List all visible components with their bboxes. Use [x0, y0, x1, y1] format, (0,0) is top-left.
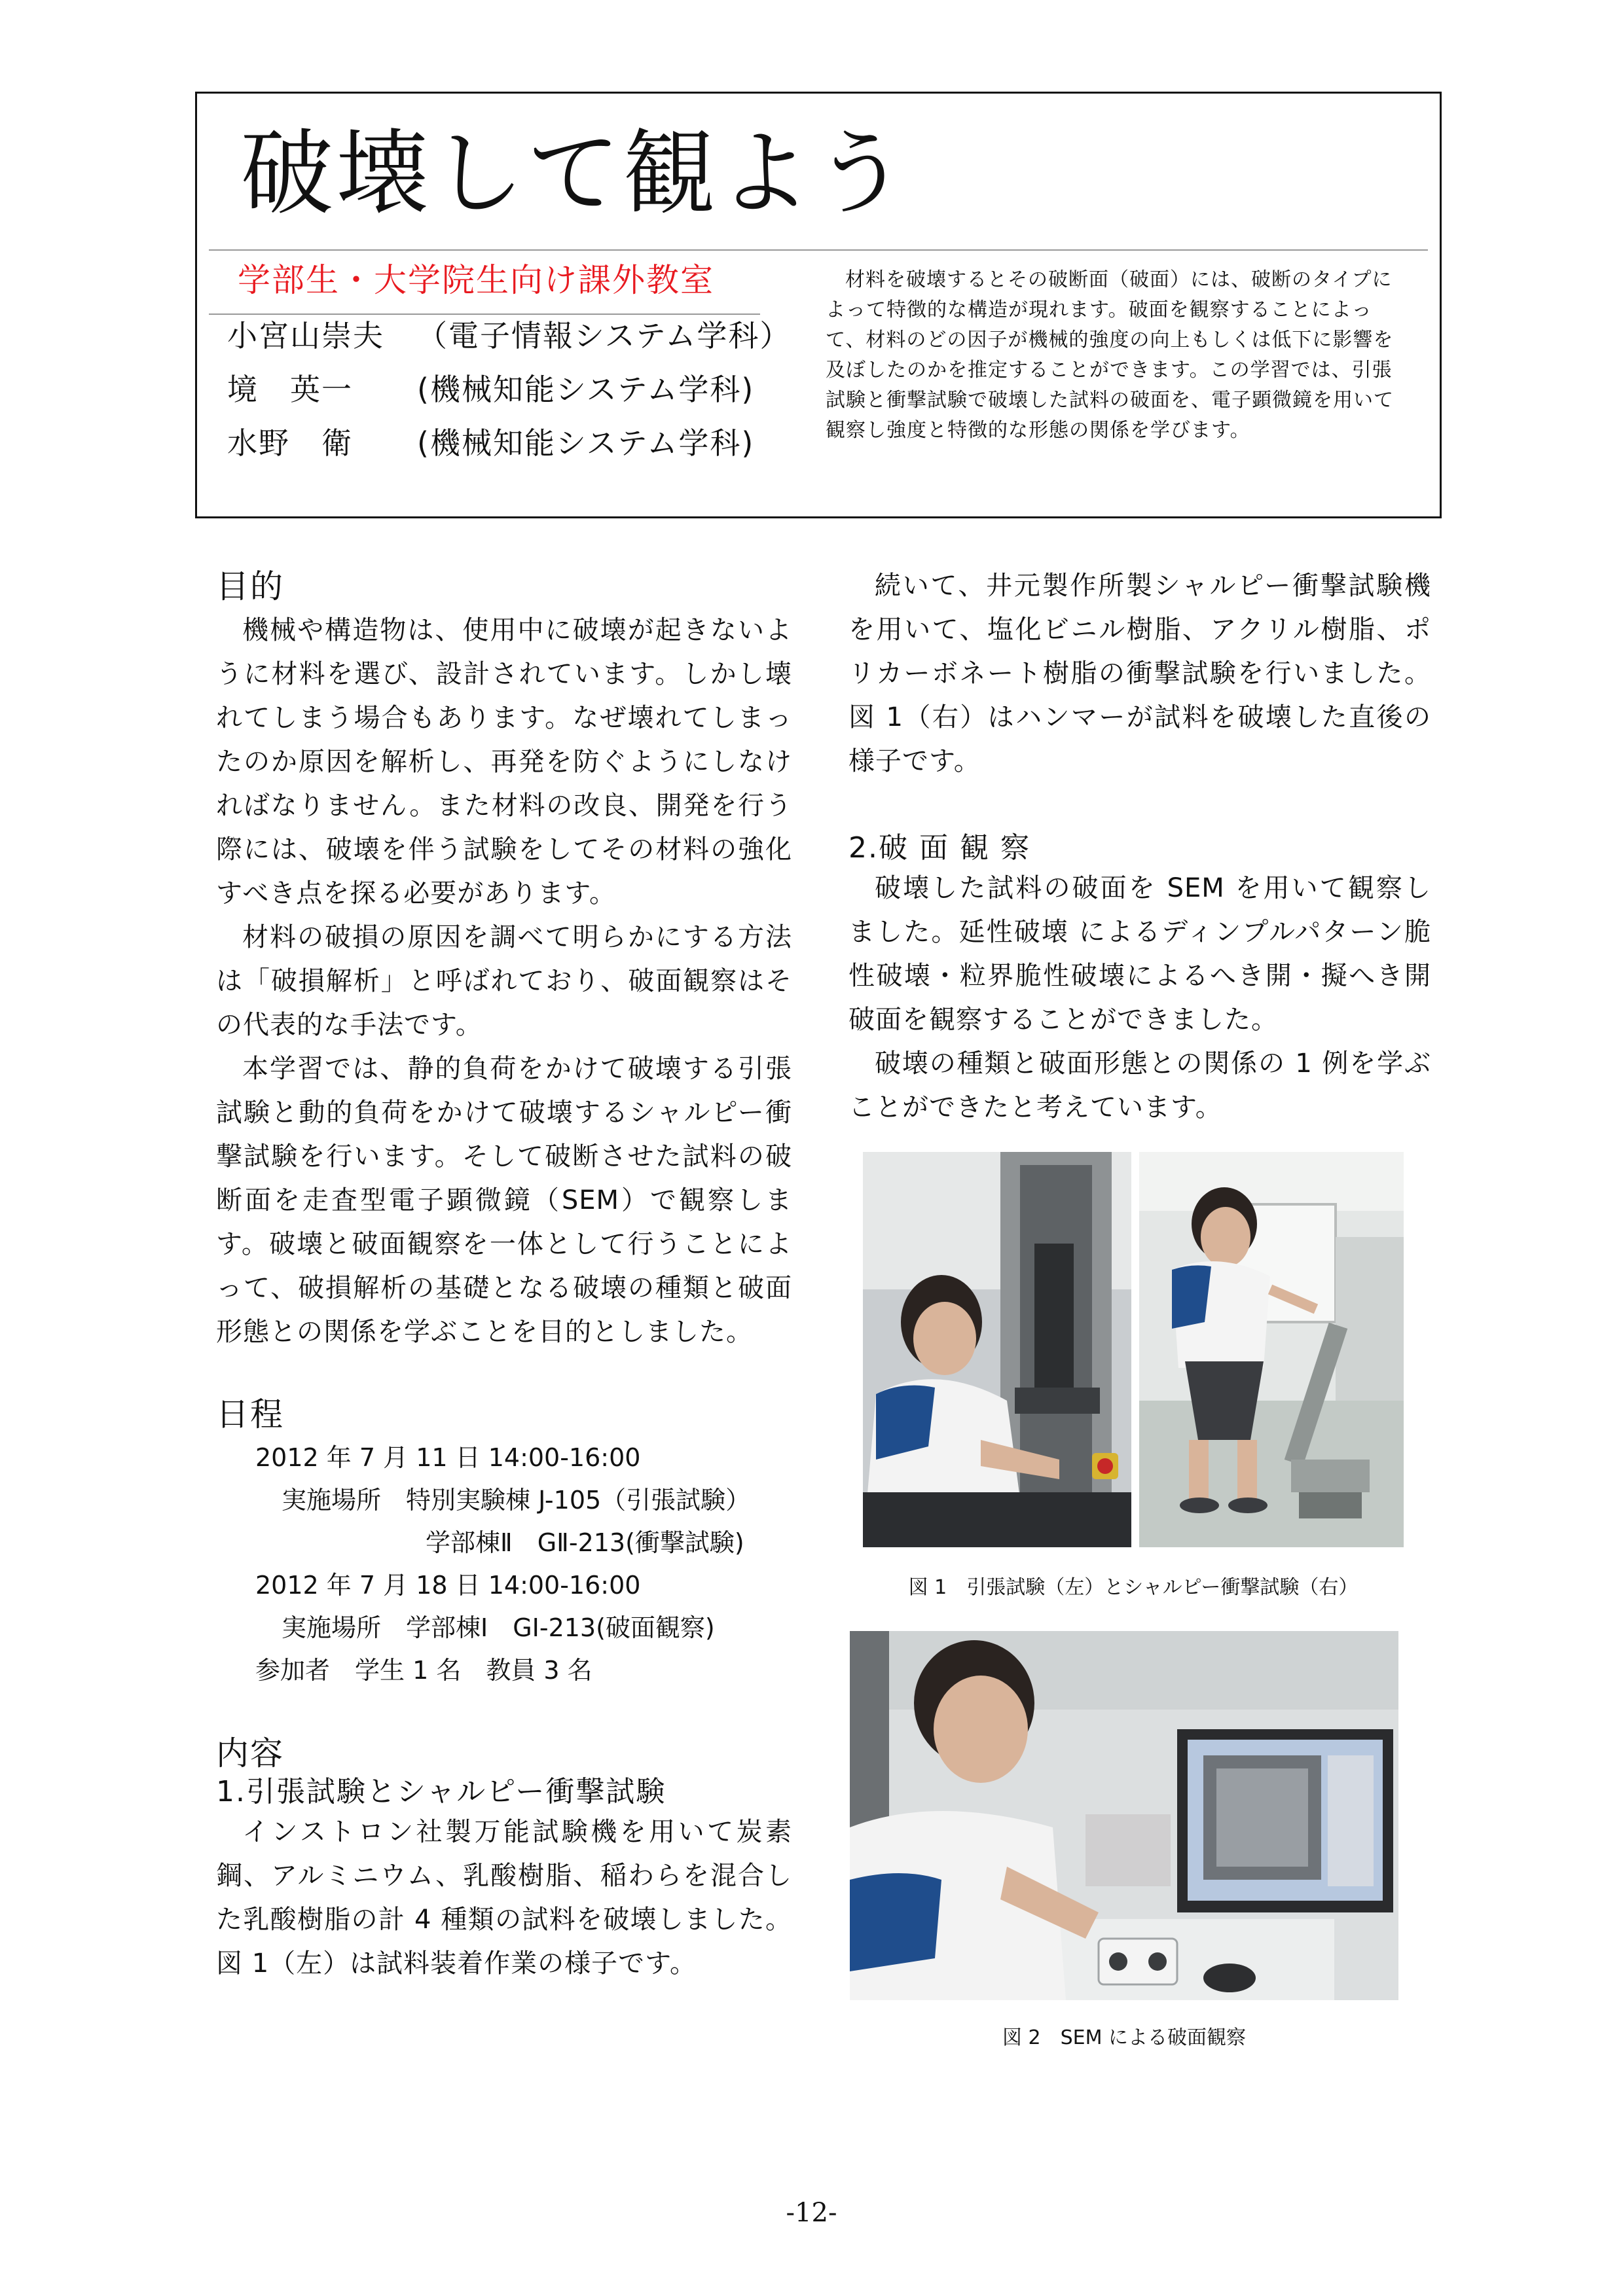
figure-2-photo [850, 1631, 1398, 2000]
content-paragraph-4: 破壊の種類と破面形態との関係の 1 例を学ぶことができたと考えています。 [848, 1049, 1431, 1123]
header-box [195, 92, 1442, 518]
purpose-paragraph-2: 材料の破損の原因を調べて明らかにする方法は「破損解析」と呼ばれており、破面観察はその代表的な手法です。 [216, 922, 792, 1040]
figure-1-left-photo [863, 1152, 1131, 1547]
author-1 [227, 315, 791, 357]
schedule-participants: 参加者 学生 1 名 教員 3 名 [255, 1656, 593, 1685]
author-2 [227, 368, 754, 410]
figure-2-caption: 図 2 SEM による破面観察 [1002, 2026, 1247, 2049]
purpose-paragraph-1: 機械や構造物は、使用中に破壊が起きないように材料を選び、設計されています。しかし壊れてしまう場合もあります。なぜ壊れてしまったのか原因を解析し、再発を防ぐようにしなければなりません。また材料の改良、開発を行う際には、破壊を伴う試験をしてその材料の強化すべき点を探る必要があります。 [216, 615, 792, 908]
page-number: -12- [786, 2198, 837, 2228]
content-subheading-2: 2.破 面 観 察 [848, 831, 1030, 865]
author-3 [227, 422, 754, 464]
schedule-place-2: 実施場所 学部棟Ⅰ GⅠ-213(破面観察) [282, 1613, 715, 1642]
schedule-date-1: 2012 年 7 月 11 日 14:00-16:00 [255, 1443, 641, 1472]
content-paragraph-3: 破壊した試料の破面を SEM を用いて観察しました。延性破壊 によるディンプルパターン脆性破壊・粒界脆性破壊によるへき開・擬へき開破面を観察することができました。 [848, 873, 1431, 1035]
charpy-test-photo [1139, 1152, 1404, 1547]
author-name: 小宮山崇夫 [227, 318, 384, 353]
author-name: 境 英一 [227, 372, 353, 407]
schedule-place-1b: 学部棟Ⅱ GⅡ-213(衝撃試験) [426, 1528, 744, 1557]
author-name: 水野 衛 [227, 425, 353, 461]
tensile-test-photo [863, 1152, 1131, 1547]
content-subheading-1: 1.引張試験とシャルピー衝撃試験 [216, 1775, 666, 1808]
figure-1-right-photo [1139, 1152, 1404, 1547]
abstract: 材料を破壊するとその破断面（破面）には、破断のタイプによって特徴的な構造が現れます。破面を観察することによって、材料のどの因子が機械的強度の向上もしくは低下に影響を及ぼしたのかを推定することができます。この学習では、引張試験と衝撃試験で破壊した試料の破面を、電子顕微鏡を用いて観察し強度と特徴的な形態の関係を学びます。 [826, 268, 1394, 442]
content-paragraph-2: 続いて、井元製作所製シャルピー衝撃試験機を用いて、塩化ビニル樹脂、アクリル樹脂、ポリカーボネート樹脂の衝撃試験を行いました。図 1（右）はハンマーが試料を破壊した直後の様子です。 [848, 571, 1431, 776]
left-column [216, 567, 792, 1986]
purpose-heading: 目的 [216, 567, 284, 605]
figure-1-caption: 図 1 引張試験（左）とシャルピー衝撃試験（右） [908, 1576, 1359, 1599]
content-heading: 内容 [216, 1734, 284, 1772]
subtitle: 学部生・大学院生向け課外教室 [238, 261, 714, 299]
content-paragraph-1: インストロン社製万能試験機を用いて炭素鋼、アルミニウム、乳酸樹脂、稲わらを混合した乳酸樹脂の計 4 種類の試料を破壊しました。図 1（左）は試料装着作業の様子です。 [216, 1817, 792, 1979]
author-dept: （電子情報システム学科） [417, 318, 792, 353]
author-dept: (機械知能システム学科) [417, 425, 755, 461]
purpose-paragraph-3: 本学習では、静的負荷をかけて破壊する引張試験と動的負荷をかけて破壊するシャルピー衝撃試験を行います。そして破断させた試料の破断面を走査型電子顕微鏡（SEM）で観察します。破壊と破面観察を一体として行うことによって、破損解析の基礎となる破壊の種類と破面形態との関係を学ぶことを目的としました。 [216, 1054, 792, 1347]
title-divider [209, 249, 1428, 251]
page-title: 破壊して観よう [240, 120, 909, 228]
schedule-place-1a: 実施場所 特別実験棟 J-105（引張試験） [282, 1486, 751, 1515]
right-column [848, 567, 1431, 1130]
schedule-date-2: 2012 年 7 月 18 日 14:00-16:00 [255, 1571, 641, 1600]
sem-observation-photo [850, 1631, 1398, 2000]
author-dept: (機械知能システム学科) [417, 372, 755, 407]
schedule-heading: 日程 [216, 1395, 284, 1433]
